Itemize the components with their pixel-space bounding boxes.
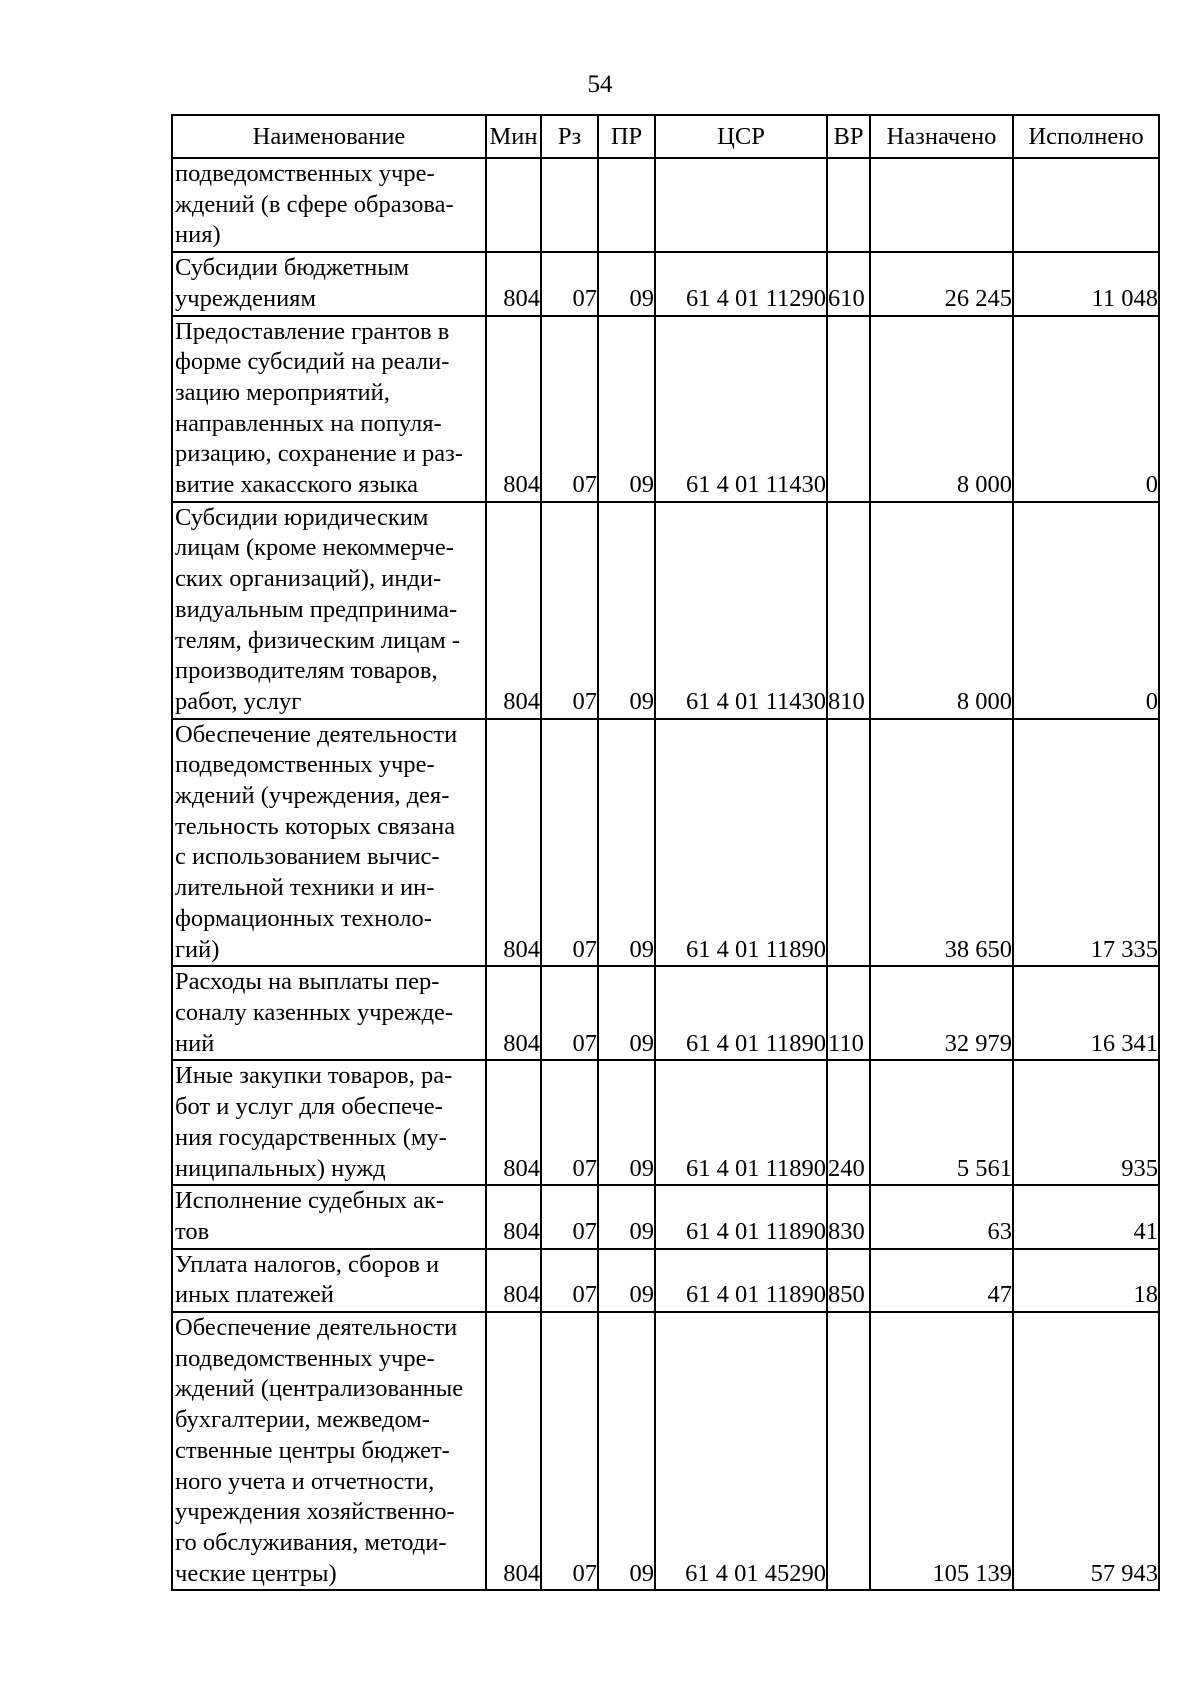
row-executed-cell: 16 341 [1013, 966, 1159, 1060]
row-min-cell: 804 [486, 1060, 541, 1185]
row-assigned-cell: 32 979 [870, 966, 1013, 1060]
row-executed-cell: 41 [1013, 1185, 1159, 1248]
row-csr-cell: 61 4 01 45290 [655, 1312, 827, 1590]
row-rz-cell: 07 [541, 1060, 598, 1185]
table-row [172, 502, 1159, 719]
row-csr-cell: 61 4 01 11430 [655, 502, 827, 719]
column-header-name: Наименование [172, 115, 486, 158]
row-vr-cell [827, 316, 870, 502]
table-row [172, 252, 1159, 315]
row-csr-cell: 61 4 01 11890 [655, 1185, 827, 1248]
row-assigned-cell: 8 000 [870, 316, 1013, 502]
row-assigned-cell: 105 139 [870, 1312, 1013, 1590]
table-header-row [172, 115, 1159, 158]
row-rz-cell: 07 [541, 966, 598, 1060]
column-header-rz: Рз [541, 115, 598, 158]
row-executed-cell: 17 335 [1013, 719, 1159, 967]
row-min-cell: 804 [486, 316, 541, 502]
row-name-cell: Обеспечение деятельности подведомственных учре- ждений (учреждения, дея- тельность которых связана с использованием вычис- лительной техники и ин- формационных техноло- гий) [172, 719, 486, 967]
row-vr-cell: 240 [827, 1060, 870, 1185]
row-rz-cell: 07 [541, 1185, 598, 1248]
row-pr-cell: 09 [598, 719, 655, 967]
row-executed-cell: 935 [1013, 1060, 1159, 1185]
row-executed-cell: 0 [1013, 502, 1159, 719]
row-name-cell: Обеспечение деятельности подведомственных учре- ждений (централизованные бухгалтерии, межведом- ственные центры бюджет- ного учета и отчетности, учреждения хозяйственно- го обслуживания, методи- ческие центры) [172, 1312, 486, 1590]
row-csr-cell: 61 4 01 11890 [655, 719, 827, 967]
row-name-cell: Уплата налогов, сборов и иных платежей [172, 1249, 486, 1312]
row-assigned-cell: 8 000 [870, 502, 1013, 719]
table-row [172, 966, 1159, 1060]
row-vr-cell: 830 [827, 1185, 870, 1248]
row-vr-cell [827, 719, 870, 967]
table-row [172, 158, 1159, 252]
row-rz-cell: 07 [541, 719, 598, 967]
row-assigned-cell: 5 561 [870, 1060, 1013, 1185]
column-header-assigned: Назначено [870, 115, 1013, 158]
table-row [172, 719, 1159, 967]
row-min-cell: 804 [486, 1185, 541, 1248]
row-min-cell: 804 [486, 719, 541, 967]
row-vr-cell: 850 [827, 1249, 870, 1312]
row-pr-cell: 09 [598, 966, 655, 1060]
row-name-cell: Исполнение судебных ак- тов [172, 1185, 486, 1248]
row-assigned-cell [870, 158, 1013, 252]
row-csr-cell: 61 4 01 11290 [655, 252, 827, 315]
row-min-cell: 804 [486, 252, 541, 315]
row-pr-cell [598, 158, 655, 252]
table-row [172, 1185, 1159, 1248]
column-header-executed: Исполнено [1013, 115, 1159, 158]
row-csr-cell [655, 158, 827, 252]
budget-table [171, 114, 1160, 1591]
table-row [172, 1060, 1159, 1185]
row-rz-cell: 07 [541, 1312, 598, 1590]
row-executed-cell: 57 943 [1013, 1312, 1159, 1590]
row-executed-cell: 11 048 [1013, 252, 1159, 315]
row-vr-cell [827, 1312, 870, 1590]
row-vr-cell: 810 [827, 502, 870, 719]
row-pr-cell: 09 [598, 1312, 655, 1590]
row-assigned-cell: 26 245 [870, 252, 1013, 315]
table-body [172, 158, 1159, 1590]
row-min-cell: 804 [486, 502, 541, 719]
row-pr-cell: 09 [598, 316, 655, 502]
row-assigned-cell: 63 [870, 1185, 1013, 1248]
row-executed-cell: 0 [1013, 316, 1159, 502]
row-csr-cell: 61 4 01 11890 [655, 1249, 827, 1312]
row-name-cell: Расходы на выплаты пер- соналу казенных учрежде- ний [172, 966, 486, 1060]
row-pr-cell: 09 [598, 252, 655, 315]
row-name-cell: Предоставление грантов в форме субсидий на реали- зацию мероприятий, направленных на популя- ризацию, сохранение и раз- витие хакасского языка [172, 316, 486, 502]
row-vr-cell: 610 [827, 252, 870, 315]
row-assigned-cell: 47 [870, 1249, 1013, 1312]
row-csr-cell: 61 4 01 11430 [655, 316, 827, 502]
row-rz-cell [541, 158, 598, 252]
row-rz-cell: 07 [541, 316, 598, 502]
row-min-cell: 804 [486, 966, 541, 1060]
column-header-vr: ВР [827, 115, 870, 158]
row-vr-cell [827, 158, 870, 252]
row-pr-cell: 09 [598, 1060, 655, 1185]
row-name-cell: Иные закупки товаров, ра- бот и услуг для обеспече- ния государственных (му- ниципальных) нужд [172, 1060, 486, 1185]
table-row [172, 316, 1159, 502]
row-min-cell: 804 [486, 1312, 541, 1590]
column-header-min: Мин [486, 115, 541, 158]
table-row [172, 1312, 1159, 1590]
row-pr-cell: 09 [598, 1249, 655, 1312]
table-row [172, 1249, 1159, 1312]
row-csr-cell: 61 4 01 11890 [655, 966, 827, 1060]
row-rz-cell: 07 [541, 502, 598, 719]
row-name-cell: Субсидии бюджетным учреждениям [172, 252, 486, 315]
row-executed-cell: 18 [1013, 1249, 1159, 1312]
row-csr-cell: 61 4 01 11890 [655, 1060, 827, 1185]
row-rz-cell: 07 [541, 1249, 598, 1312]
row-name-cell: подведомственных учре- ждений (в сфере образова- ния) [172, 158, 486, 252]
row-executed-cell [1013, 158, 1159, 252]
column-header-csr: ЦСР [655, 115, 827, 158]
row-vr-cell: 110 [827, 966, 870, 1060]
row-pr-cell: 09 [598, 1185, 655, 1248]
row-min-cell [486, 158, 541, 252]
column-header-pr: ПР [598, 115, 655, 158]
row-min-cell: 804 [486, 1249, 541, 1312]
row-assigned-cell: 38 650 [870, 719, 1013, 967]
row-rz-cell: 07 [541, 252, 598, 315]
row-pr-cell: 09 [598, 502, 655, 719]
page-number: 54 [587, 71, 613, 98]
row-name-cell: Субсидии юридическим лицам (кроме некоммерче- ских организаций), инди- видуальным предпринима- телям, физическим лицам - производителям товаров, работ, услуг [172, 502, 486, 719]
